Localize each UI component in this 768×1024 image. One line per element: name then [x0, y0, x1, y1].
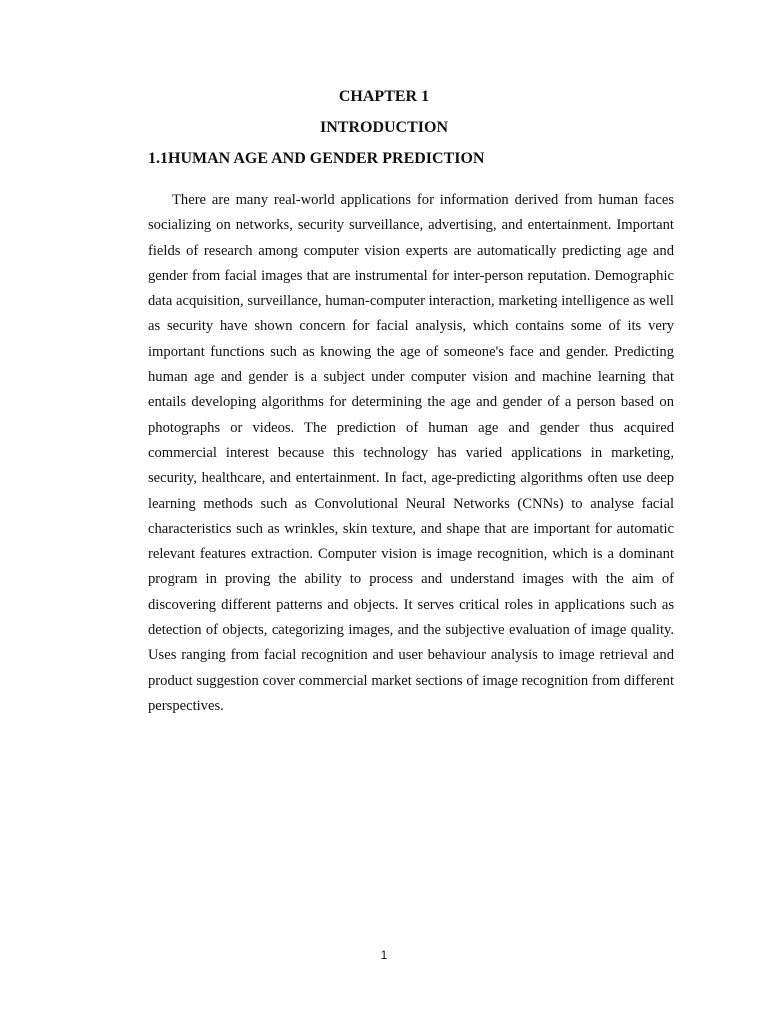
chapter-title: INTRODUCTION — [319, 119, 448, 136]
section-heading: 1.1HUMAN AGE AND GENDER PREDICTION — [148, 150, 485, 167]
page-number: 1 — [380, 948, 388, 962]
body-paragraph: There are many real-world applications for information derived from human faces socializing on networks, security surveillance, advertising, and entertainment. Important fields of research among computer vision experts are automatically predicting age and gender from facial images that are instrumental for inter-person reputation. Demographic data acquisition, surveillance, human-computer interaction, marketing intelligence as well as security have shown concern for facial analysis, which contains some of its very important functions such as knowing the age of someone's face and gender. Predicting human age and gender is a subject under computer vision and machine learning that entails developing algorithms for determining the age and gender of a person based on photographs or videos. The prediction of human age and gender thus acquired commercial interest because this technology has varied applications in marketing, security, healthcare, and entertainment. In fact, age-predicting algorithms often use deep learning methods such as Convolutional Neural Networks (CNNs) to analyse facial characteristics such as wrinkles, skin texture, and shape that are important for automatic relevant features extraction. Computer vision is image recognition, which is a dominant program in proving the ability to process and understand images with the aim of discovering different patterns and objects. It serves critical roles in applications such as detection of objects, categorizing images, and the subjective evaluation of image quality. Uses ranging from facial recognition and user behaviour analysis to image retrieval and product suggestion cover commercial market sections of image recognition from different perspectives. — [148, 192, 674, 714]
chapter-label: CHAPTER 1 — [338, 88, 430, 105]
